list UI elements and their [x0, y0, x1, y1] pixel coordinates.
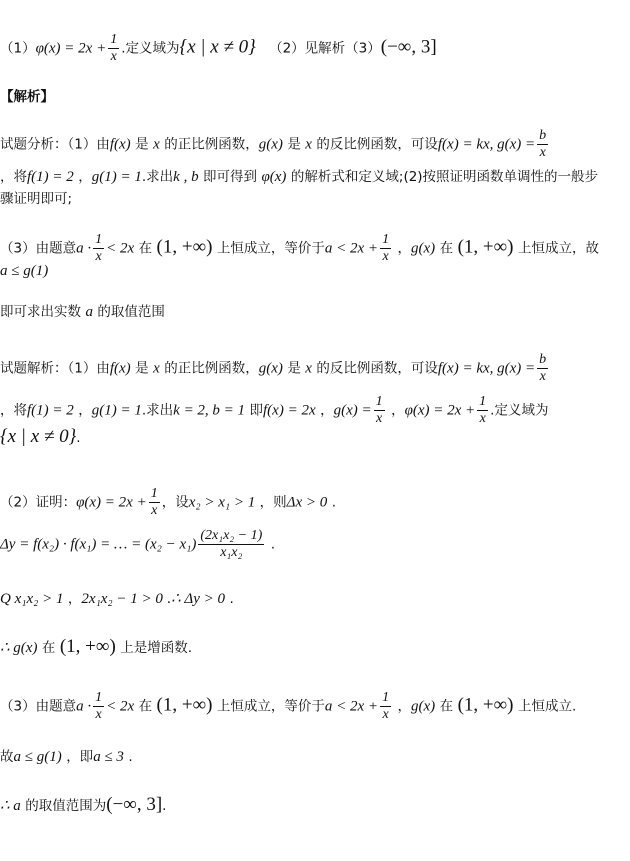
domain-set: {x | x ≠ 0}	[179, 36, 256, 58]
section-heading: 【解析】	[0, 89, 54, 105]
solution-line-5: Δy = f(x₂) · f(x₁) = … = (x₂ − x₁) $\frac{\text{(2x₁x₂ − 1)}}{\text{x₁x₂}}$ .	[0, 528, 276, 560]
analysis-line-2: ，将f(1) = 2 ，g(1) = 1.求出k , b 即可得到 φ(x) 的解析式和定义域;(2)按照证明函数单调性的一般步	[0, 169, 599, 185]
fraction: $\frac{\text{(2x₁x₂ − 1)}}{\text{x₁x₂}}$	[200, 528, 263, 560]
fraction: $\frac{1}{x}$	[110, 32, 118, 64]
fraction: $\frac{b}{x}$	[539, 128, 547, 160]
part1-label: （1）	[0, 40, 36, 57]
solution-line-10: ∴ a 的取值范围为(−∞, 3].	[0, 794, 167, 815]
analysis-line-3: 骤证明即可;	[0, 191, 73, 207]
analysis-line-4: （3）由题意a · $\frac{1}{x}$ < 2x 在 (1, +∞) 上恒成立，等价于a < 2x + $\frac{1}{x}$ ，g(x) 在 (1, +∞) 上恒成立，故	[0, 232, 599, 264]
fraction: $\frac{1}{x}$	[375, 394, 383, 426]
answer-summary: （1）φ(x) = 2x + $\frac{1}{x}$ .定义域为{x | x ≠ 0} （2）见解析（3）(−∞, 3]	[0, 32, 437, 64]
solution-line-1: 试题解析：（1）由f(x) 是 x 的正比例函数，g(x) 是 x 的反比例函数，可设f(x) = kx, g(x) = $\frac{b}{x}$	[0, 352, 547, 384]
part2-3-label: （2）见解析（3）	[269, 40, 381, 57]
solution-line-3: {x | x ≠ 0}.	[0, 426, 81, 447]
solution-line-8: （3）由题意a · $\frac{1}{x}$ < 2x 在 (1, +∞) 上恒成立，等价于a < 2x + $\frac{1}{x}$ ，g(x) 在 (1, +∞) 上恒成立.	[0, 690, 577, 722]
fraction: $\frac{1}{x}$	[479, 394, 487, 426]
fraction: $\frac{b}{x}$	[539, 352, 547, 384]
fraction: $\frac{1}{x}$	[150, 486, 158, 518]
solution-line-4: （2）证明：φ(x) = 2x + $\frac{1}{x}$ ，设x₂ > x₁ > 1 ，则Δx > 0 .	[0, 486, 336, 518]
fraction: $\frac{1}{x}$	[382, 232, 390, 264]
solution-line-2: ，将f(1) = 2 ，g(1) = 1.求出k = 2, b = 1 即f(x) = 2x ，g(x) = $\frac{1}{x}$ ，φ(x) = 2x + $\frac{1}{x}$ .定义域为	[0, 394, 549, 426]
analysis-line-1: 试题分析：（1）由f(x) 是 x 的正比例函数，g(x) 是 x 的反比例函数，可设f(x) = kx, g(x) = $\frac{b}{x}$	[0, 128, 547, 160]
fraction: $\frac{1}{x}$	[95, 232, 103, 264]
phi-formula: φ(x) = 2x +	[35, 40, 107, 57]
range-interval: (−∞, 3]	[380, 36, 437, 58]
solution-line-9: 故a ≤ g(1) ，即a ≤ 3 .	[0, 749, 133, 765]
solution-line-6: Q x₁x₂ > 1 ，2x₁x₂ − 1 > 0 .∴ Δy > 0 .	[0, 591, 234, 607]
fraction: $\frac{1}{x}$	[95, 690, 103, 722]
analysis-line-6: 即可求出实数 a 的取值范围	[0, 304, 165, 320]
analysis-line-5: a ≤ g(1)	[0, 263, 49, 279]
solution-line-7: ∴ g(x) 在 (1, +∞) 上是增函数.	[0, 636, 193, 657]
fraction: $\frac{1}{x}$	[382, 690, 390, 722]
